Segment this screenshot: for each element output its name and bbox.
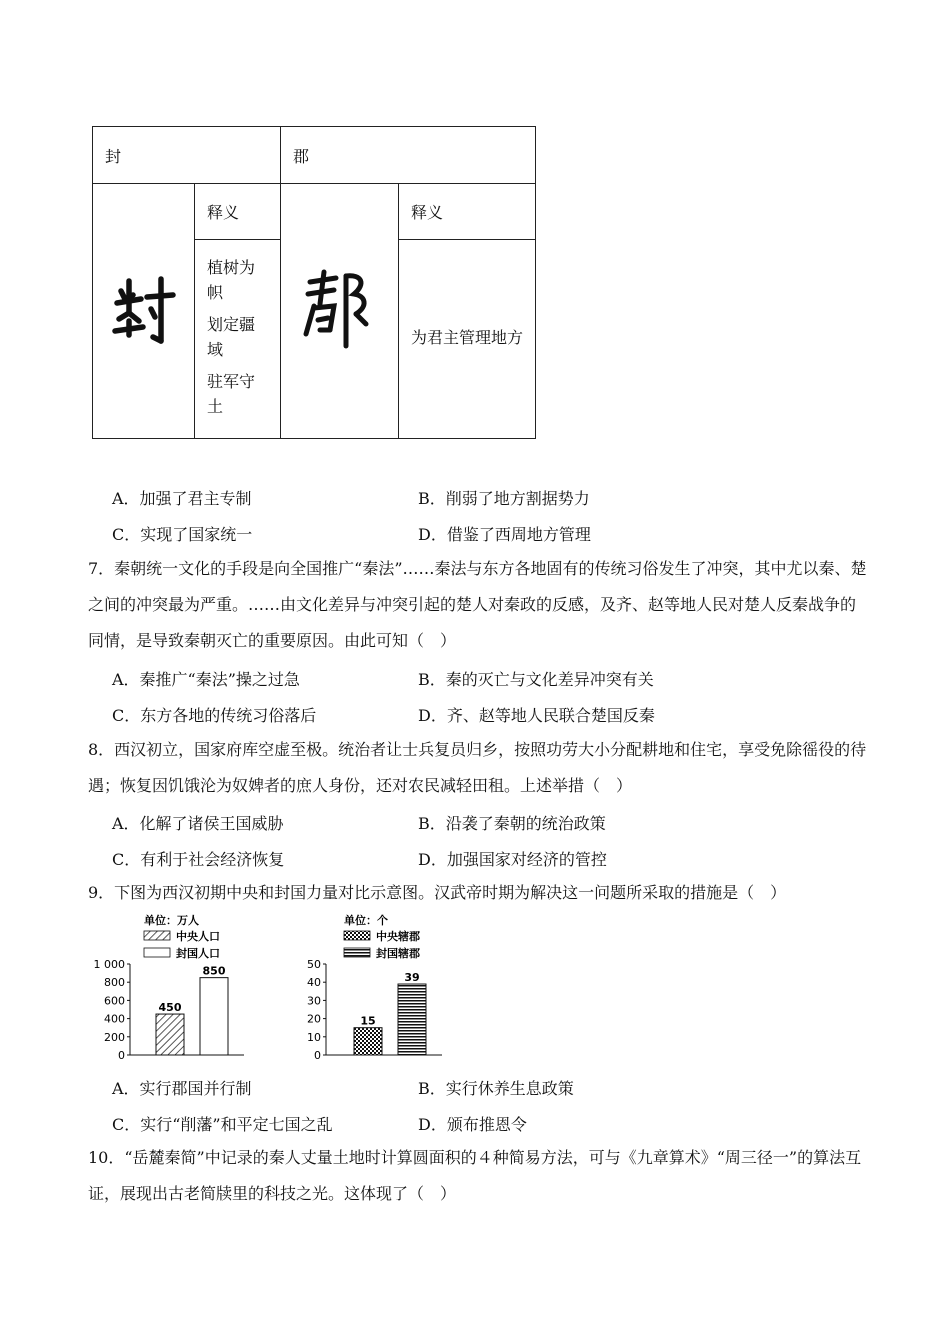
q8-stem: 8．西汉初立，国家府库空虚至极。统治者让士兵复员归乡，按照功劳大小分配耕地和住宅，享受免除徭役的待遇；恢复因饥饿沦为奴婢者的庶人身份，还对农民减轻田租。上述举措（ ） <box>88 740 867 795</box>
y-tick-label: 0 <box>314 1049 321 1062</box>
legend1-label-1: 中央辖郡 <box>376 930 420 943</box>
header-feng: 封 <box>93 127 281 184</box>
meaning-item: 划定疆域 <box>207 315 256 359</box>
y-tick-label: 0 <box>118 1049 125 1062</box>
y-tick-label: 40 <box>307 976 321 990</box>
header-jun: 郡 <box>281 127 536 184</box>
q6-option-a[interactable]: A．加强了君主专制 <box>112 489 252 508</box>
seal-script-feng <box>93 184 195 439</box>
q7-option-d[interactable]: D．齐、赵等地人民联合楚国反秦 <box>418 706 655 725</box>
q6-option-d[interactable]: D．借鉴了西周地方管理 <box>418 525 591 544</box>
bar-1 <box>156 1014 184 1055</box>
seal-jun-glyph-icon <box>300 264 380 354</box>
y-tick-label: 1 000 <box>93 958 125 971</box>
q7-option-b[interactable]: B．秦的灭亡与文化差异冲突有关 <box>418 670 654 689</box>
meaning-jun <box>399 240 536 439</box>
label-meaning-right: 释义 <box>399 184 536 240</box>
y-tick-label: 10 <box>307 1030 321 1044</box>
legend0-swatch-2 <box>144 948 170 957</box>
q7-option-a[interactable]: A．秦推广“秦法”操之过急 <box>112 670 300 689</box>
question-7 <box>88 551 868 659</box>
meaning-item: 植树为帜 <box>207 258 256 302</box>
q9-option-c[interactable]: C．实行“削藩”和平定七国之乱 <box>112 1115 333 1134</box>
meaning-item: 驻军守土 <box>207 372 256 416</box>
meaning-item: 为君主管理地方 <box>411 327 524 347</box>
q8-option-b[interactable]: B．沿袭了秦朝的统治政策 <box>418 814 606 833</box>
bar-2 <box>398 984 426 1055</box>
question-9 <box>88 875 868 911</box>
y-tick-label: 800 <box>104 976 125 990</box>
q7-option-c[interactable]: C．东方各地的传统习俗落后 <box>112 706 317 725</box>
question-8 <box>88 732 868 804</box>
y-tick-label: 200 <box>104 1030 125 1044</box>
bar-value-label: 850 <box>202 964 226 978</box>
chart1-unit: 单位：个 <box>344 914 388 927</box>
q9-option-d[interactable]: D．颁布推恩令 <box>418 1115 527 1134</box>
chart0-unit: 单位：万人 <box>144 914 199 927</box>
legend1-swatch-2 <box>344 948 370 957</box>
seal-feng-glyph-icon <box>109 269 179 349</box>
legend0-label-1: 中央人口 <box>176 930 220 943</box>
y-tick-label: 50 <box>307 958 321 971</box>
y-tick-label: 20 <box>307 1012 321 1026</box>
prefecture-chart <box>300 910 460 1062</box>
q6-option-c[interactable]: C．实现了国家统一 <box>112 525 253 544</box>
chart1-bars <box>354 971 426 1055</box>
bar-value-label: 450 <box>158 1001 182 1015</box>
character-table <box>92 126 536 439</box>
y-tick-label: 30 <box>307 994 321 1008</box>
legend0-label-2: 封国人口 <box>176 947 220 960</box>
population-chart <box>86 910 256 1062</box>
label-meaning-left: 释义 <box>195 184 281 240</box>
chart0-bars <box>156 965 228 1055</box>
meaning-feng <box>195 240 281 439</box>
bar-value-label: 15 <box>360 1014 376 1028</box>
q6-option-b[interactable]: B．削弱了地方割据势力 <box>418 489 590 508</box>
legend1-swatch-1 <box>344 931 370 940</box>
y-tick-label: 400 <box>104 1012 125 1026</box>
bar-1 <box>354 1028 382 1055</box>
q8-option-d[interactable]: D．加强国家对经济的管控 <box>418 850 607 869</box>
q10-stem: 10．“岳麓秦简”中记录的秦人丈量土地时计算圆面积的４种简易方法，可与《九章算术》“周三径一”的算法互证，展现出古老简牍里的科技之光。这体现了（ ） <box>88 1148 862 1203</box>
q9-option-b[interactable]: B．实行休养生息政策 <box>418 1079 574 1098</box>
q9-stem: 9．下图为西汉初期中央和封国力量对比示意图。汉武帝时期为解决这一问题所采取的措施是（ ） <box>88 883 787 902</box>
q9-option-a[interactable]: A．实行郡国并行制 <box>112 1079 252 1098</box>
seal-script-jun <box>281 184 399 439</box>
q8-option-a[interactable]: A．化解了诸侯王国威胁 <box>112 814 284 833</box>
bar-2 <box>200 978 228 1055</box>
legend1-label-2: 封国辖郡 <box>376 947 420 960</box>
bar-value-label: 39 <box>404 971 420 985</box>
y-tick-label: 600 <box>104 994 125 1008</box>
legend0-swatch-1 <box>144 931 170 940</box>
q8-option-c[interactable]: C．有利于社会经济恢复 <box>112 850 285 869</box>
question-10 <box>88 1140 868 1212</box>
q7-stem: 7．秦朝统一文化的手段是向全国推广“秦法”……秦法与东方各地固有的传统习俗发生了冲突，其中尤以秦、楚之间的冲突最为严重。……由文化差异与冲突引起的楚人对秦政的反感，及齐、赵等地人民对楚人反秦战争的同情，是导致秦朝灭亡的重要原因。由此可知（ ） <box>88 559 867 650</box>
